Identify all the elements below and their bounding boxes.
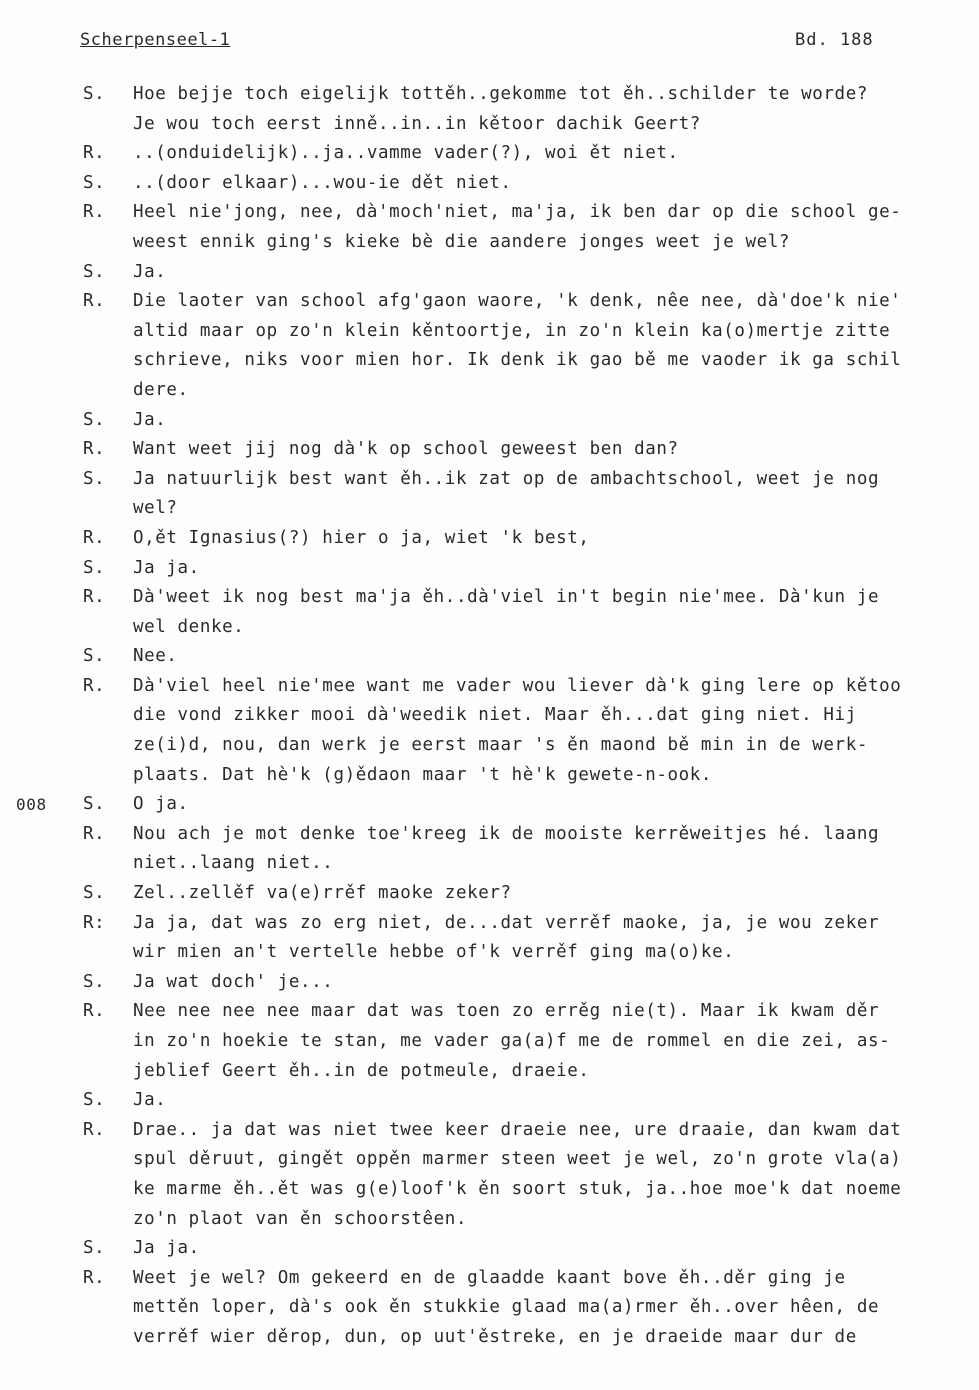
transcript-entry — [0, 139, 979, 169]
transcript-entry — [0, 909, 979, 968]
transcript-entry — [0, 879, 979, 909]
transcript-entry — [0, 198, 979, 257]
speaker-label: S. — [83, 646, 106, 667]
transcript-entry — [0, 435, 979, 465]
speaker-label: S. — [83, 84, 106, 104]
transcript-entry — [0, 1234, 979, 1264]
speaker-label: R: — [83, 912, 106, 933]
page-reference: Bd. 188 — [795, 30, 874, 50]
utterance-text: Ja ja. — [133, 557, 200, 578]
utterance-text: Ja natuurlijk best want ěh..ik zat op de ambachtschool, weet je nog wel? — [133, 468, 880, 519]
speaker-label: R. — [83, 675, 106, 696]
transcript-entry — [0, 406, 979, 436]
speaker-label: S. — [83, 883, 106, 904]
utterance-text: Nee. — [133, 646, 178, 667]
transcript-entry — [0, 1116, 979, 1234]
utterance-text: Ja. — [133, 1090, 167, 1111]
transcript-entry — [0, 672, 979, 790]
tape-counter-marker: 008 — [16, 795, 47, 815]
transcript-entry — [0, 524, 979, 554]
utterance-text: Ja. — [133, 261, 167, 282]
transcript-entry — [0, 258, 979, 288]
utterance-text: Ja wat doch' je... — [133, 971, 334, 992]
speaker-label: R. — [83, 527, 106, 548]
page-header — [80, 30, 960, 58]
transcript-entry — [0, 997, 979, 1086]
utterance-text: Nou ach je mot denke toe'kreeg ik de mooiste kerrěweitjes hé. laang niet..laang niet.. — [133, 823, 880, 874]
speaker-label: S. — [83, 468, 106, 489]
speaker-label: S. — [83, 409, 106, 430]
utterance-text: Hoe bejje toch eigelijk tottěh..gekomme tot ěh..schilder te worde? Je wou toch eerst inně..in..in kětoor dachik Geert? — [133, 84, 868, 134]
utterance-text: Nee nee nee nee maar dat was toen zo errěg nie(t). Maar ik kwam děr in zo'n hoekie te stan, me vader ga(a)f me de rommel en die zei, as- jeblief Geert ěh..in de potmeule, draeie. — [133, 1001, 891, 1081]
utterance-text: Dà'viel heel nie'mee want me vader wou liever dà'k ging lere op kětoo die vond zikker mooi dà'weedik niet. Maar ěh...dat ging niet. Hij ze(i)d, nou, dan werk je eerst maar 's ěn maond bě min in de werk- plaats. Dat hè'k (g)ědaon maar 't hè'k gewete-n-ook. — [133, 675, 902, 785]
utterance-text: Want weet jij nog dà'k op school geweest ben dan? — [133, 439, 679, 460]
transcript-entry — [0, 287, 979, 405]
transcript-entry — [0, 790, 979, 820]
speaker-label: S. — [83, 557, 106, 578]
utterance-text: Weet je wel? Om gekeerd en de glaadde kaant bove ěh..děr ging je mettěn loper, dà's ook ěn stukkie glaad ma(a)rmer ěh..over hêen, de verrěf wier děrop, dun, op uut'ěstreke, en je draeide maar dur de — [133, 1267, 880, 1347]
utterance-text: Heel nie'jong, nee, dà'moch'niet, ma'ja, ik ben dar op die school ge- weest ennik ging's kieke bè die aandere jonges weet je wel? — [133, 202, 902, 252]
speaker-label: S. — [83, 1238, 106, 1259]
speaker-label: R. — [83, 1119, 106, 1140]
utterance-text: Zel..zellěf va(e)rrěf maoke zeker? — [133, 883, 512, 904]
speaker-label: S. — [83, 794, 106, 815]
transcript-entry — [0, 169, 979, 199]
transcript-entry — [0, 80, 979, 139]
speaker-label: R. — [83, 291, 106, 312]
speaker-label: R. — [83, 587, 106, 608]
utterance-text: ..(door elkaar)...wou-ie dět niet. — [133, 172, 512, 193]
transcript-entry — [0, 554, 979, 584]
utterance-text: Dà'weet ik nog best ma'ja ěh..dà'viel in't begin nie'mee. Dà'kun je wel denke. — [133, 587, 880, 637]
utterance-text: O ja. — [133, 794, 189, 815]
speaker-label: R. — [83, 1267, 106, 1288]
transcript-entry — [0, 1086, 979, 1116]
utterance-text: ..(onduidelijk)..ja..vamme vader(?), woi ět niet. — [133, 143, 679, 164]
utterance-text: Die laoter van school afg'gaon waore, 'k denk, nêe nee, dà'doe'k nie' altid maar op zo'n klein kěntoortje, in zo'n klein ka(o)mertje zitte schrieve, niks voor mien hor. Ik denk ik gao bě me vaoder ik ga schil dere. — [133, 291, 902, 400]
transcript-entry — [0, 1264, 979, 1353]
utterance-text: O,ět Ignasius(?) hier o ja, wiet 'k best, — [133, 527, 590, 548]
speaker-label: S. — [83, 971, 106, 992]
transcript-entry — [0, 583, 979, 642]
transcript-entry — [0, 968, 979, 998]
speaker-label: R. — [83, 143, 106, 164]
utterance-text: Ja ja. — [133, 1238, 200, 1259]
transcript-body — [0, 80, 979, 1353]
speaker-label: S. — [83, 172, 106, 193]
utterance-text: Ja ja, dat was zo erg niet, de...dat verrěf maoke, ja, je wou zeker wir mien an't vertelle hebbe of'k verrěf ging ma(o)ke. — [133, 912, 880, 963]
speaker-label: S. — [83, 261, 106, 282]
speaker-label: R. — [83, 823, 106, 844]
speaker-label: R. — [83, 439, 106, 460]
speaker-label: R. — [83, 202, 106, 223]
speaker-label: S. — [83, 1090, 106, 1111]
speaker-label: R. — [83, 1001, 106, 1022]
transcript-entry — [0, 465, 979, 524]
transcript-entry — [0, 642, 979, 672]
document-title: Scherpenseel-1 — [80, 30, 231, 50]
utterance-text: Drae.. ja dat was niet twee keer draeie nee, ure draaie, dan kwam dat spul děruut, gingět oppěn marmer steen weet je wel, zo'n grote vla(a) ke marme ěh..ět was g(e)loof'k ěn soort stuk, ja..hoe moe'k dat noeme zo'n plaot van ěn schoorstêen. — [133, 1119, 902, 1229]
utterance-text: Ja. — [133, 409, 167, 430]
transcript-entry — [0, 820, 979, 879]
